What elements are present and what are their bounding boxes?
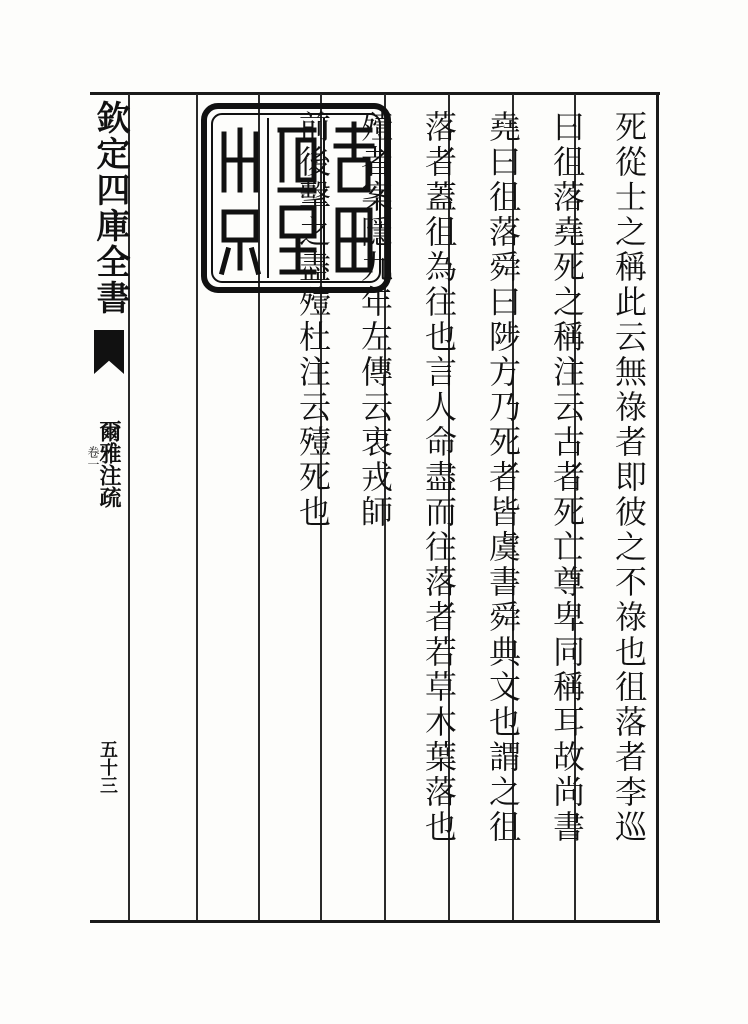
- text-column-4: 落者蓋徂為往也言人命盡而往落者若草木葉落也: [420, 110, 458, 845]
- frame-right-border: [656, 92, 659, 923]
- text-column-5: 殪者案隱九年左傳云衷戎師: [356, 110, 394, 530]
- fishtail-mark: [94, 330, 124, 374]
- text-column-1: 死從士之稱此云無祿者即彼之不祿也徂落者李巡: [610, 110, 648, 845]
- text-column-2: 曰徂落堯死之稱注云古者死亡尊卑同稱耳故尚書: [548, 110, 586, 845]
- juan-label: 卷一: [86, 446, 100, 470]
- text-column-6: 前後擊之盡殪杜注云殪死也: [294, 110, 332, 530]
- text-column-3: 堯曰徂落舜曰陟方乃死者皆虞書舜典文也謂之徂: [484, 110, 522, 845]
- page-number: 五十三: [97, 740, 118, 794]
- book-title: 爾雅注疏: [96, 420, 122, 508]
- running-title: 欽定四庫全書: [90, 100, 130, 316]
- frame-bottom-border: [90, 920, 660, 923]
